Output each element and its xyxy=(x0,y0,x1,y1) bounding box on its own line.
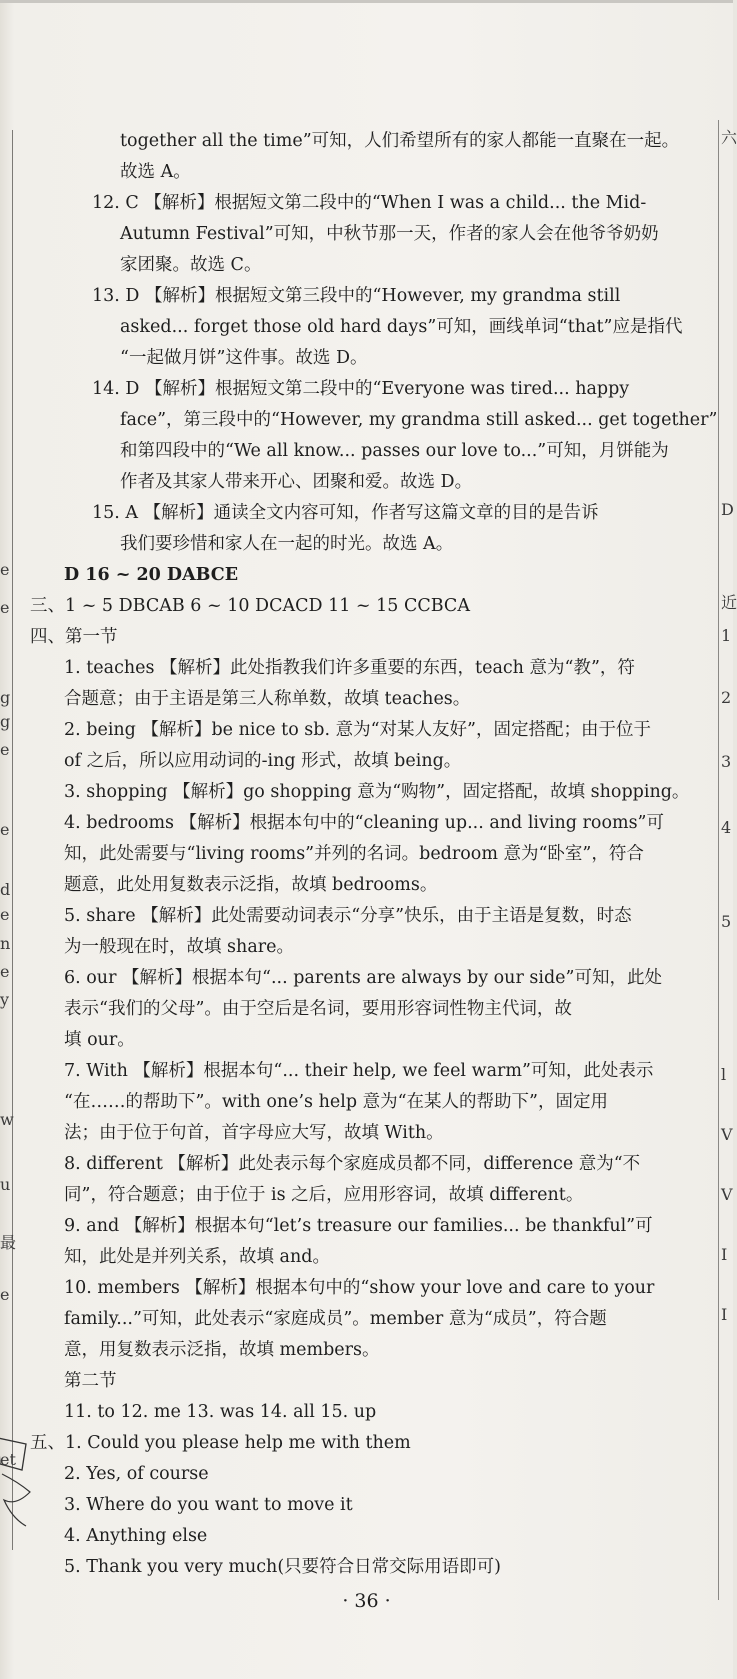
answer-line: 14. D 【解析】根据短文第二段中的“Everyone was tired... happy xyxy=(92,379,630,399)
answer-line: 四、第一节 xyxy=(30,627,118,647)
answer-line: 5. Thank you very much(只要符合日常交际用语即可) xyxy=(64,1557,501,1577)
page-number: · 36 · xyxy=(342,1590,391,1612)
right-margin-glyph: V xyxy=(721,1185,733,1204)
answer-key-content xyxy=(30,126,718,1583)
right-margin-glyph: 近 xyxy=(721,593,737,612)
answer-line: 4. Anything else xyxy=(64,1526,208,1546)
answer-line: 表示“我们的父母”。由于空后是名词，要用形容词性物主代词，故 xyxy=(64,999,572,1019)
answer-line: asked... forget those old hard days”可知，画线单词“that”应是指代 xyxy=(120,317,683,337)
answer-line: Autumn Festival”可知，中秋节那一天，作者的家人会在他爷爷奶奶 xyxy=(120,224,659,244)
right-margin-glyph: l xyxy=(721,1065,727,1084)
right-margin-glyph: V xyxy=(721,1125,733,1144)
answer-line: 15. A 【解析】通读全文内容可知，作者写这篇文章的目的是告诉 xyxy=(92,503,599,523)
right-margin-glyph: 5 xyxy=(721,912,732,931)
answer-line: 8. different 【解析】此处表示每个家庭成员都不同，difference 意为“不 xyxy=(64,1154,641,1174)
answer-line: family...”可知，此处表示“家庭成员”。member 意为“成员”，符合题 xyxy=(64,1309,607,1329)
answer-line: 10. members 【解析】根据本句中的“show your love and care to your xyxy=(64,1278,655,1298)
right-margin-glyph: 2 xyxy=(721,688,732,707)
answer-line: 7. With 【解析】根据本句“... their help, we feel warm”可知，此处表示 xyxy=(64,1061,654,1081)
left-margin-glyph: n xyxy=(0,934,11,953)
answer-line: 和第四段中的“We all know... passes our love to...”可知，月饼能为 xyxy=(120,441,669,461)
answer-line: 4. bedrooms 【解析】根据本句中的“cleaning up... and living rooms”可 xyxy=(64,813,664,833)
right-margin-glyph: 1 xyxy=(721,626,732,645)
right-margin-glyph: I xyxy=(721,1245,728,1264)
answer-line: 2. being 【解析】be nice to sb. 意为“对某人友好”，固定搭配；由于位于 xyxy=(64,720,651,740)
left-margin-glyph: w xyxy=(0,1110,14,1129)
answer-line: of 之后，所以应用动词的-ing 形式，故填 being。 xyxy=(64,751,462,771)
left-margin-glyph: d xyxy=(0,880,11,899)
answer-line: 12. C 【解析】根据短文第二段中的“When I was a child... the Mid- xyxy=(92,193,647,213)
answer-line: 题意，此处用复数表示泛指，故填 bedrooms。 xyxy=(64,875,438,895)
answer-line: 我们要珍惜和家人在一起的时光。故选 A。 xyxy=(120,534,454,554)
answer-line: 11. to 12. me 13. was 14. all 15. up xyxy=(64,1402,377,1422)
answer-line: 意，用复数表示泛指，故填 members。 xyxy=(64,1340,380,1360)
left-margin-glyph: y xyxy=(0,990,10,1009)
left-margin-glyph: g xyxy=(0,712,11,731)
answer-line: 合题意；由于主语是第三人称单数，故填 teaches。 xyxy=(64,689,471,709)
answer-line: 1. teaches 【解析】此处指教我们许多重要的东西，teach 意为“教”，符 xyxy=(64,658,635,678)
answer-line: 第二节 xyxy=(64,1371,117,1391)
answer-line: 为一般现在时，故填 share。 xyxy=(64,937,294,957)
answer-line: 3. shopping 【解析】go shopping 意为“购物”，固定搭配，故填 shopping。 xyxy=(64,782,690,802)
right-margin-glyph: D xyxy=(721,500,734,519)
answer-line: 五、1. Could you please help me with them xyxy=(30,1433,411,1453)
answer-line: 5. share 【解析】此处需要动词表示“分享”快乐，由于主语是复数，时态 xyxy=(64,906,632,926)
answer-line: 知，此处需要与“living rooms”并列的名词。bedroom 意为“卧室”，符合 xyxy=(64,844,644,864)
answer-line: “在……的帮助下”。with one’s help 意为“在某人的帮助下”，固定用 xyxy=(64,1092,608,1112)
left-margin-glyph: e xyxy=(0,598,10,617)
answer-line: 法；由于位于句首，首字母应大写，故填 With。 xyxy=(64,1123,444,1143)
answer-line: 9. and 【解析】根据本句“let’s treasure our families... be thankful”可 xyxy=(64,1216,653,1236)
right-margin-glyph: 3 xyxy=(721,752,732,771)
left-margin-glyph: e xyxy=(0,962,10,981)
right-margin-glyph: 六 xyxy=(721,128,737,147)
answer-line: 13. D 【解析】根据短文第三段中的“However, my grandma still xyxy=(92,286,621,306)
left-margin-glyph: e xyxy=(0,740,10,759)
left-margin-glyph: u xyxy=(0,1175,11,1194)
right-margin-rule xyxy=(718,120,719,1600)
left-margin-glyph: et xyxy=(0,1450,16,1469)
right-margin-glyph: 4 xyxy=(721,818,732,837)
left-margin-glyph: e xyxy=(0,905,10,924)
answer-line: 家团聚。故选 C。 xyxy=(120,255,262,275)
left-margin-glyph: e xyxy=(0,1285,10,1304)
answer-line: face”，第三段中的“However, my grandma still asked... get together” xyxy=(120,410,718,430)
answer-line: 2. Yes, of course xyxy=(64,1464,209,1484)
left-margin-glyph: g xyxy=(0,688,11,707)
left-margin-glyph: 最 xyxy=(0,1233,17,1252)
answer-line: together all the time”可知，人们希望所有的家人都能一直聚在一起。 xyxy=(120,131,680,151)
answer-line: 3. Where do you want to move it xyxy=(64,1495,353,1515)
answer-line: “一起做月饼”这件事。故选 D。 xyxy=(120,348,368,368)
left-margin-glyph: e xyxy=(0,820,10,839)
answer-line: D 16 ~ 20 DABCE xyxy=(64,565,239,585)
answer-line: 填 our。 xyxy=(64,1030,135,1050)
answer-line: 作者及其家人带来开心、团聚和爱。故选 D。 xyxy=(120,472,473,492)
right-margin-glyph: I xyxy=(721,1305,728,1324)
answer-line: 知，此处是并列关系，故填 and。 xyxy=(64,1247,330,1267)
top-edge-shadow xyxy=(0,0,733,3)
answer-line: 同”，符合题意；由于位于 is 之后，应用形容词，故填 different。 xyxy=(64,1185,584,1205)
answer-line: 故选 A。 xyxy=(120,162,191,182)
left-margin-rule xyxy=(12,130,13,1550)
answer-line: 三、1 ~ 5 DBCAB 6 ~ 10 DCACD 11 ~ 15 CCBCA xyxy=(30,596,470,616)
left-margin-glyph: e xyxy=(0,560,10,579)
answer-line: 6. our 【解析】根据本句“... parents are always by our side”可知，此处 xyxy=(64,968,662,988)
